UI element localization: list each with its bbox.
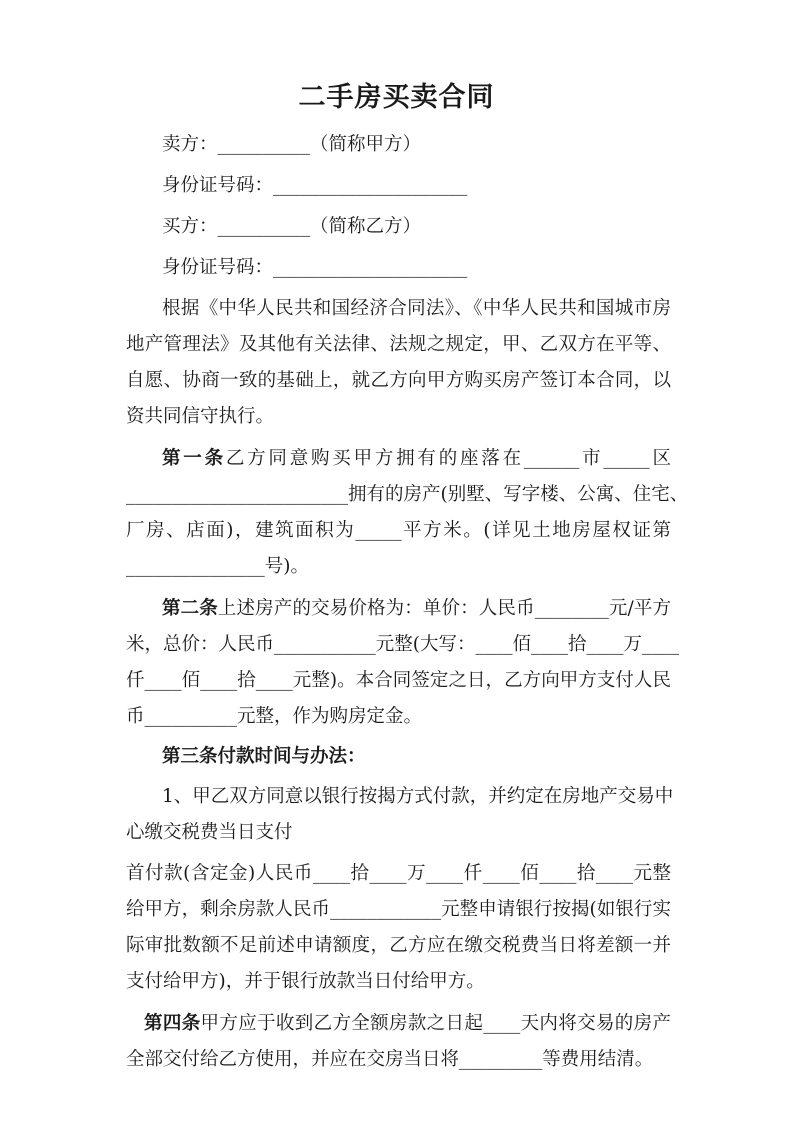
article-1-line: ________________________拥有的房产(别墅、写字楼、公寓、住宅、 <box>126 484 689 505</box>
preamble-line: 地产管理法》及其他有关法律、法规之规定，甲、乙双方在平等、 <box>126 334 671 355</box>
article-2-text: 上述房产的交易价格为：单价：人民币________元/平方 <box>217 598 671 619</box>
seller-line: 卖方：__________（简称甲方） <box>162 134 422 155</box>
article-3-line: 际审批数额不足前述申请额度，乙方应在缴交税费当日将差额一并 <box>126 935 671 956</box>
document-title: 二手房买卖合同 <box>298 82 495 113</box>
article-3-line: 心缴交税费当日支付 <box>126 822 293 843</box>
article-4-line: 全部交付给乙方使用，并应在交房当日将_________等费用结清。 <box>126 1049 654 1070</box>
article-3-line: 首付款(含定金)人民币____拾____万____仟____佰____拾____元整 <box>126 863 671 884</box>
article-2-heading: 第二条 <box>162 598 218 619</box>
article-1-line: _______________号)。 <box>126 556 309 577</box>
article-4-heading: 第四条 <box>144 1013 201 1034</box>
article-1-heading: 第一条 <box>162 448 226 469</box>
article-2-first-line <box>162 591 671 627</box>
article-1-text: 乙方同意购买甲方拥有的座落在______市_____区 <box>225 448 671 469</box>
preamble-line: 自愿、协商一致的基础上，就乙方向甲方购买房产签订本合同，以 <box>126 370 671 391</box>
article-2-line: 米，总价：人民币___________元整(大写：____佰____拾____万____ <box>126 634 679 655</box>
article-3-line: 给甲方，剩余房款人民币____________元整申请银行按揭(如银行实 <box>126 899 671 920</box>
buyer-id-line: 身份证号码：_____________________ <box>162 257 468 278</box>
seller-id-line: 身份证号码：_____________________ <box>162 175 468 196</box>
article-3-heading: 第三条付款时间与办法： <box>162 746 366 767</box>
article-3-line: 支付给甲方)，并于银行放款当日付给甲方。 <box>126 971 485 992</box>
article-1-line: 厂房、店面)，建筑面积为_____平方米。(详见土地房屋权证第 <box>126 520 671 541</box>
article-2-line: 币__________元整，作为购房定金。 <box>126 706 423 727</box>
article-4-text: 甲方应于收到乙方全额房款之日起____天内将交易的房产 <box>200 1013 671 1034</box>
article-3-line: 1、甲乙双方同意以银行按揭方式付款，并约定在房地产交易中 <box>162 786 674 807</box>
article-1-first-line <box>162 441 671 477</box>
buyer-line: 买方：__________（简称乙方） <box>162 216 422 237</box>
article-2-line: 仟____佰____拾____元整)。本合同签定之日，乙方向甲方支付人民 <box>126 670 671 691</box>
preamble-line: 资共同信守执行。 <box>126 406 275 427</box>
article-4-first-line <box>144 1006 671 1042</box>
preamble-line: 根据《中华人民共和国经济合同法》、《中华人民共和国城市房 <box>162 298 671 319</box>
